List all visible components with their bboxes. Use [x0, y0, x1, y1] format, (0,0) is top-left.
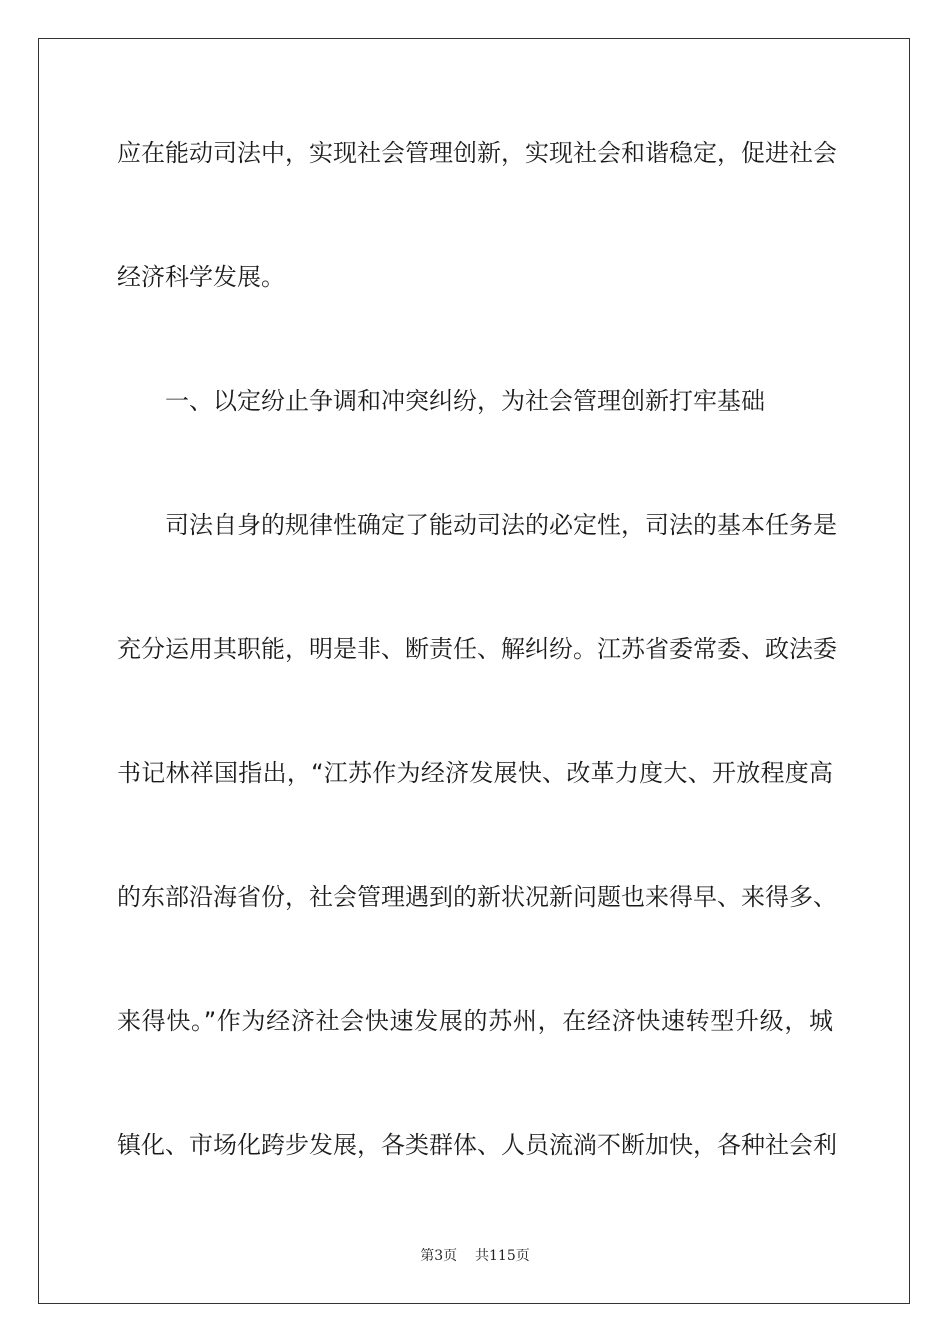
paragraph-line: 书记林祥国指出，“江苏作为经济发展快、改革力度大、开放程度高 — [117, 759, 833, 787]
page-border — [38, 38, 910, 1304]
page-footer — [0, 1247, 950, 1265]
paragraph-line: 充分运用其职能，明是非、断责任、解纠纷。江苏省委常委、政法委 — [117, 635, 837, 663]
page-number: 第3页 — [420, 1248, 458, 1264]
paragraph-line: 的东部沿海省份，社会管理遇到的新状况新问题也来得早、来得多、 — [117, 883, 837, 911]
paragraph-line: 司法自身的规律性确定了能动司法的必定性，司法的基本任务是 — [165, 511, 837, 539]
paragraph-line: 应在能动司法中，实现社会管理创新，实现社会和谐稳定，促进社会 — [117, 139, 837, 167]
paragraph-line: 来得快。”作为经济社会快速发展的苏州，在经济快速转型升级，城 — [117, 1007, 833, 1035]
paragraph-line: 镇化、市场化跨步发展，各类群体、人员流淌不断加快，各种社会利 — [117, 1131, 837, 1159]
paragraph-line: 经济科学发展。 — [117, 263, 285, 291]
total-pages: 共115页 — [475, 1248, 530, 1264]
section-heading: 一、以定纷止争调和冲突纠纷，为社会管理创新打牢基础 — [165, 387, 765, 415]
